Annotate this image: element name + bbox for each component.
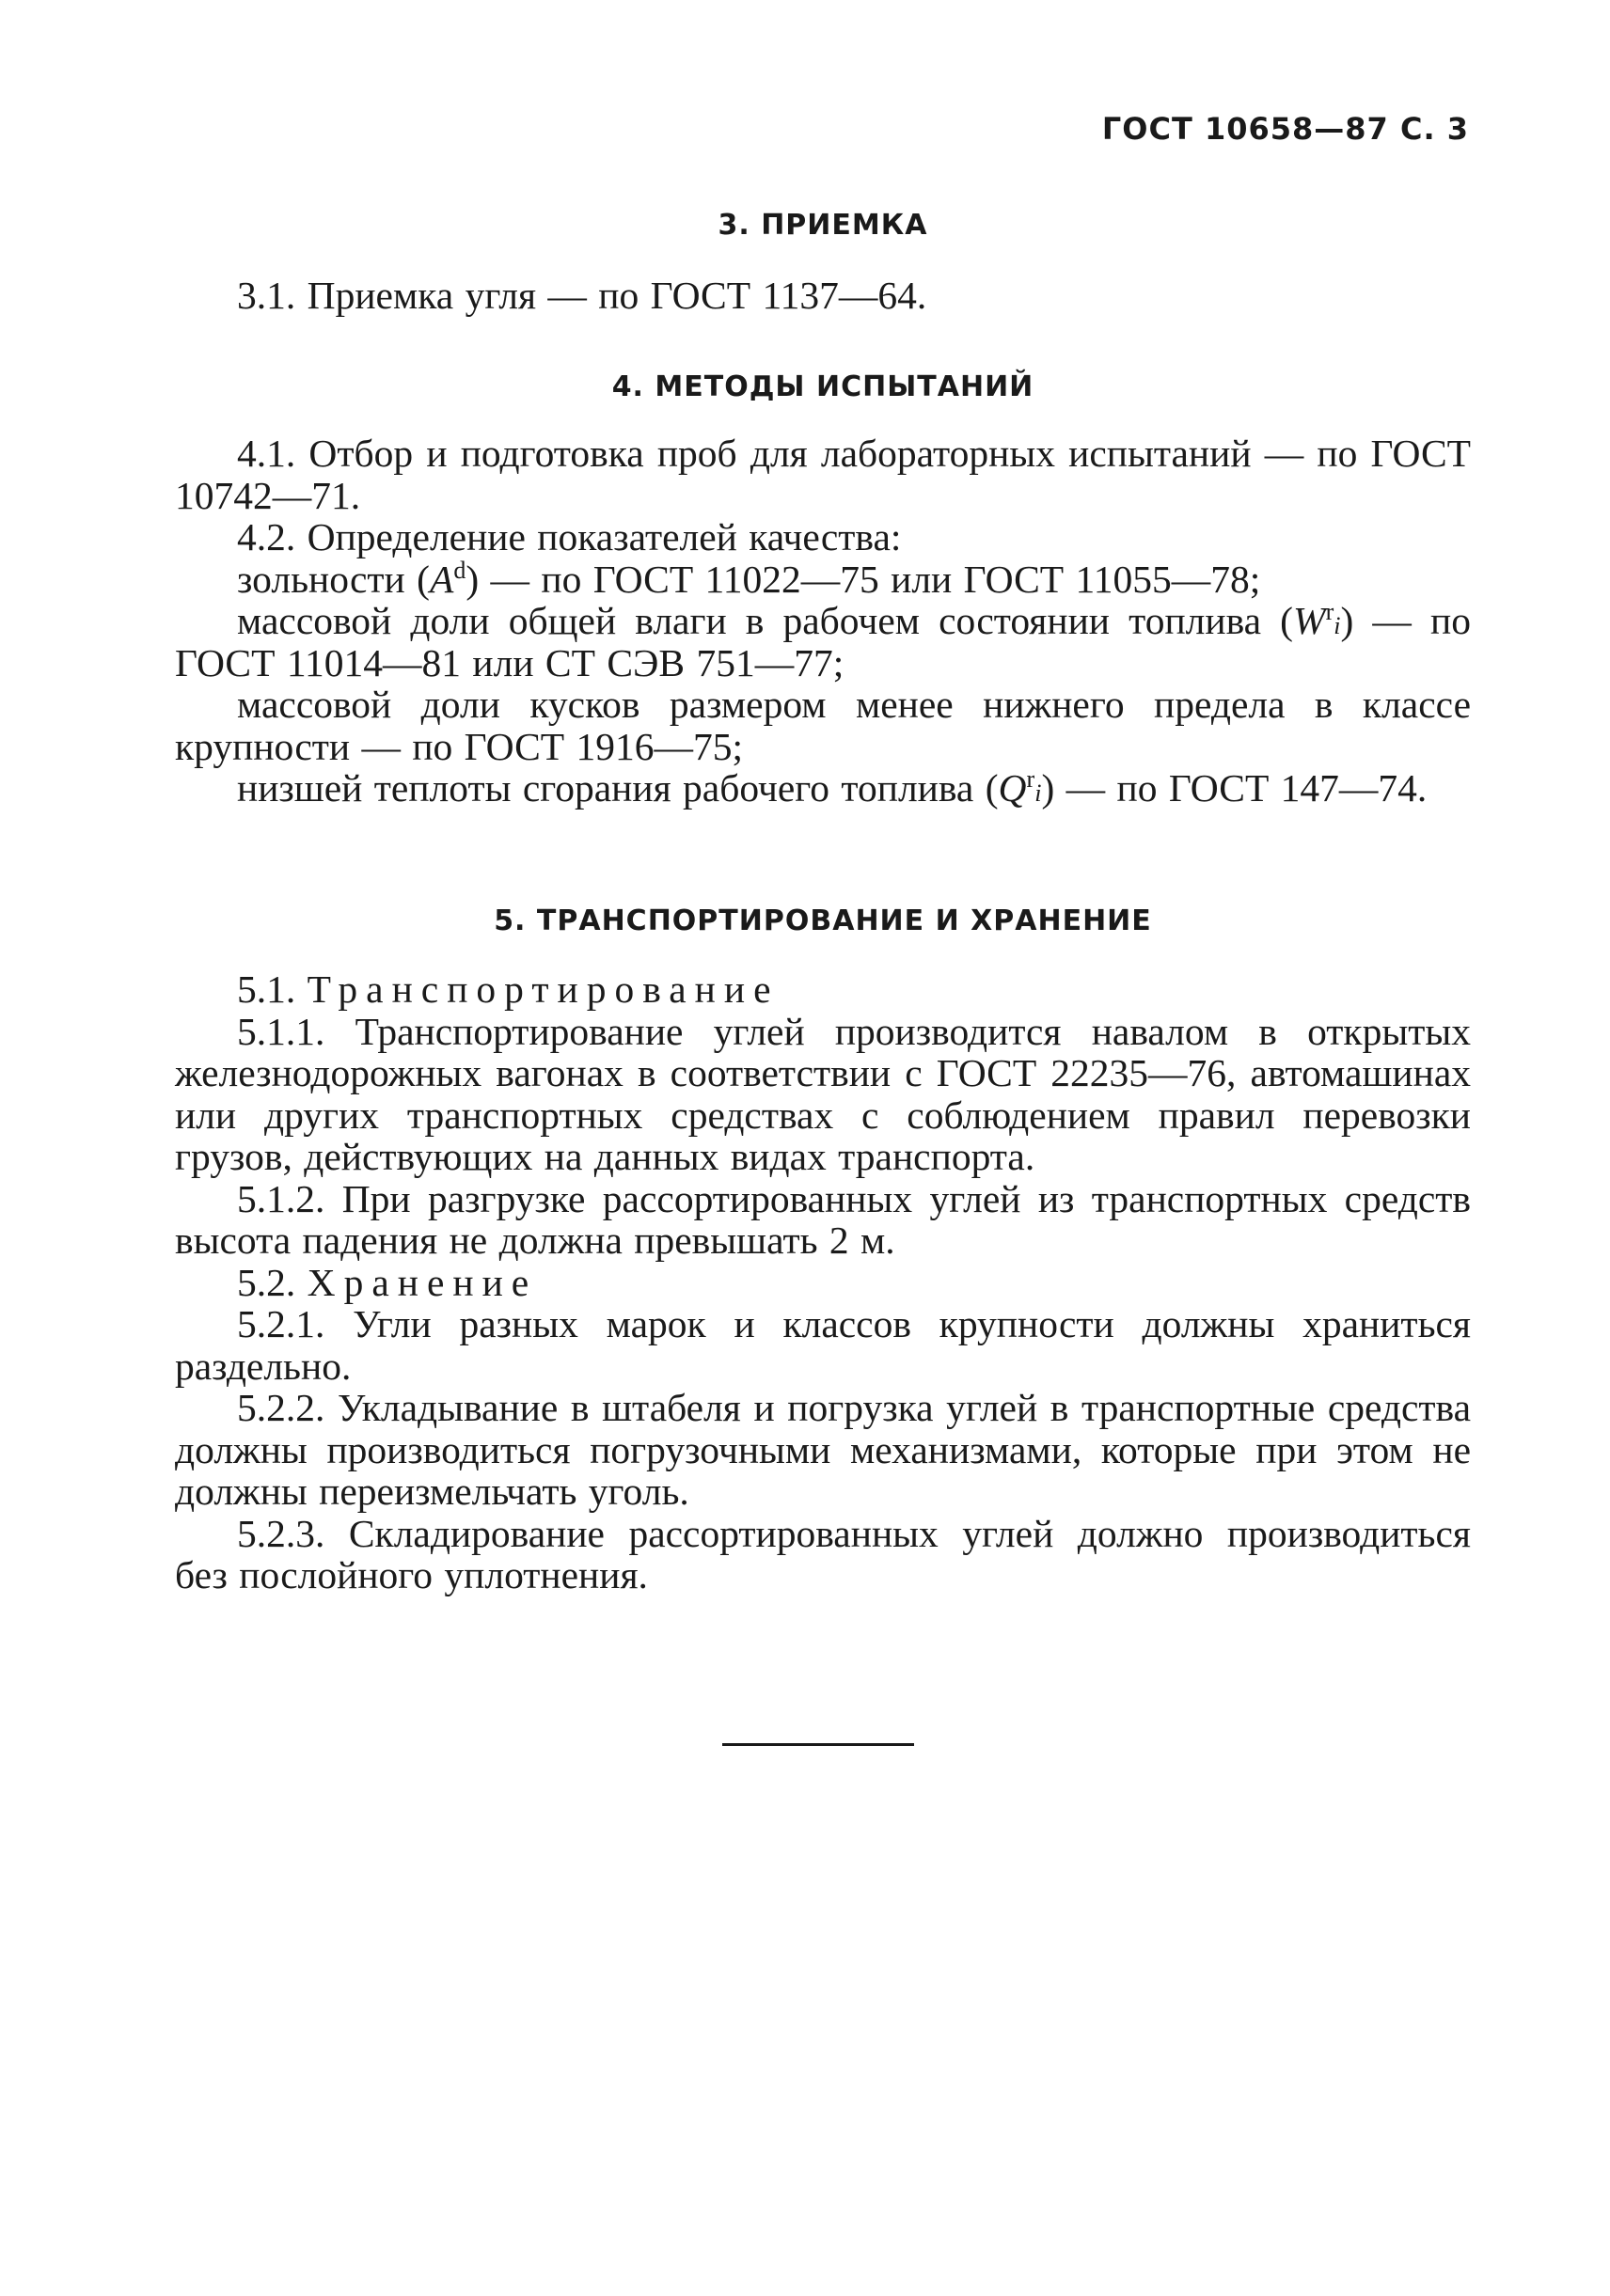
item-moisture <box>175 600 1471 684</box>
subsection-5-1-name: Транспортирование <box>307 967 780 1011</box>
section-5-body <box>175 968 1471 1596</box>
section-4-heading: 4. МЕТОДЫ ИСПЫТАНИЙ <box>611 370 1034 403</box>
moisture-symbol: W <box>1293 599 1326 642</box>
ash-symbol: A <box>429 557 454 601</box>
item-heat <box>175 767 1471 810</box>
paragraph-3-1: 3.1. Приемка угля — по ГОСТ 1137—64. <box>237 274 927 317</box>
item-heat-text-b: ) — по ГОСТ 147—74. <box>1041 766 1428 810</box>
ash-superscript: d <box>453 556 466 584</box>
paragraph-5-2-3: 5.2.3. Складирование рассортированных углей должно производиться без послойного уплотнения. <box>175 1511 1471 1596</box>
section-3-heading: 3. ПРИЕМКА <box>718 209 928 242</box>
paragraph-5-1-1: 5.1.1. Транспортирование углей производится навалом в открытых железнодорожных вагонах в соответствии с ГОСТ 22235—76, автомашинах или других транспортных средствах с соблюдением правил перевозки грузов, действующих на данных видах транспорта. <box>175 1009 1471 1178</box>
item-ash-text-b: ) — по ГОСТ 11022—75 или ГОСТ 11055—78; <box>466 557 1261 601</box>
heat-superscript: r <box>1026 765 1035 794</box>
section-4-body <box>175 432 1471 810</box>
running-header: ГОСТ 10658—87 С. 3 <box>1101 111 1469 147</box>
paragraph-4-2: 4.2. Определение показателей качества: <box>237 515 902 558</box>
item-moisture-text-a: массовой доли общей влаги в рабочем состоянии топлива ( <box>237 599 1293 642</box>
paragraph-5-2-1: 5.2.1. Угли разных марок и классов крупности должны храниться раздельно. <box>175 1302 1471 1388</box>
item-ash-text-a: зольности ( <box>237 557 430 601</box>
paragraph-5-2-2: 5.2.2. Укладывание в штабеля и погрузка углей в транспортные средства должны производиться погрузочными механизмами, которые при этом не должны переизмельчать уголь. <box>175 1386 1471 1513</box>
end-divider <box>722 1743 914 1746</box>
subsection-5-2-title <box>175 1262 1471 1304</box>
item-heat-text-a: низшей теплоты сгорания рабочего топлива ( <box>237 766 999 810</box>
paragraph-5-1-2: 5.1.2. При разгрузке рассортированных углей из транспортных средств высота падения не должна превышать 2 м. <box>175 1176 1471 1262</box>
heat-subscript: i <box>1034 779 1042 807</box>
moisture-subscript: i <box>1334 612 1341 639</box>
heat-symbol: Q <box>998 766 1027 810</box>
paragraph-4-1: 4.1. Отбор и подготовка проб для лабораторных испытаний — по ГОСТ 10742—71. <box>175 432 1471 517</box>
item-ash <box>175 558 1471 601</box>
subsection-5-2-name: Хранение <box>307 1260 538 1304</box>
subsection-5-1-number: 5.1. <box>237 967 296 1011</box>
item-lumps: массовой доли кусков размером менее нижнего предела в классе крупности — по ГОСТ 1916—75; <box>175 683 1471 768</box>
item-moisture-text-b: ) — по ГОСТ 11014—81 или СТ СЭВ 751—77; <box>175 599 1471 684</box>
subsection-5-2-number: 5.2. <box>237 1260 296 1304</box>
section-5-heading: 5. ТРАНСПОРТИРОВАНИЕ И ХРАНЕНИЕ <box>494 904 1152 937</box>
moisture-superscript: r <box>1325 598 1334 626</box>
subsection-5-1-title <box>175 968 1471 1011</box>
